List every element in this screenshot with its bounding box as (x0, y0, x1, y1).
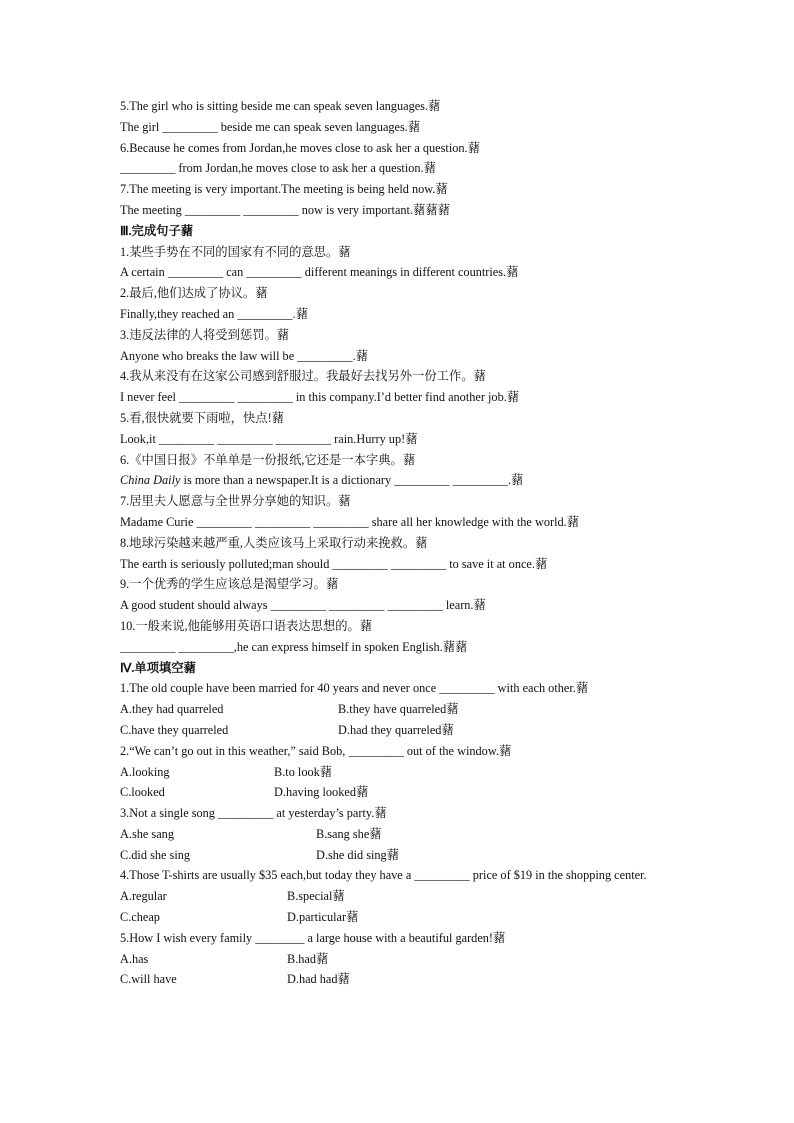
question-line: 7.居里夫人愿意与全世界分享她的知识。藸 (120, 494, 351, 509)
answer-line: The earth is seriously polluted;man should _________ _________ to save it at once.藸 (120, 556, 548, 571)
answer-line: Madame Curie _________ _________ _________ share all her knowledge with the world.藸 (120, 514, 580, 529)
answer-line: Finally,they reached an _________.藸 (120, 306, 309, 321)
answer-line: The meeting _________ _________ now is very important.藸藸藸 (120, 202, 450, 217)
answer-line: The girl _________ beside me can speak seven languages.藸 (120, 119, 421, 134)
option-row (120, 886, 676, 907)
option-c: C.will have (120, 972, 177, 987)
italic-title: China Daily (120, 473, 181, 488)
mc-question: 4.Those T-shirts are usually $35 each,but today they have a _________ price of $19 in the shopping center. (120, 868, 647, 883)
option-d: D.had had藸 (287, 972, 350, 987)
option-c: C.did she sing (120, 847, 191, 862)
option-a: A.they had quarreled (120, 702, 224, 717)
question-line: 6.《中国日报》不单单是一份报纸,它还是一本字典。藸 (120, 452, 416, 467)
option-a: A.has (120, 951, 149, 966)
option-row (120, 845, 676, 866)
option-b: B.sang she藸 (316, 826, 382, 841)
document-content (120, 96, 676, 990)
question-line: 5.The girl who is sitting beside me can speak seven languages.藸 (120, 99, 441, 113)
option-c: C.looked (120, 785, 165, 800)
option-c: C.have they quarreled (120, 722, 229, 737)
option-d: D.particular藸 (287, 910, 359, 925)
answer-line (120, 470, 676, 491)
answer-text: is more than a newspaper.It is a dictionary _________ _________.藸 (180, 473, 524, 488)
section-heading-4: Ⅳ.单项填空藸 (120, 660, 196, 675)
answer-line: A certain _________ can _________ different meanings in different countries.藸 (120, 265, 519, 280)
question-line: 9.一个优秀的学生应该总是渴望学习。藸 (120, 577, 339, 592)
option-row (120, 907, 676, 928)
option-a: A.she sang (120, 826, 174, 841)
question-line: 3.违反法律的人将受到惩罚。藸 (120, 327, 290, 342)
option-d: D.having looked藸 (274, 785, 369, 800)
option-b: B.they have quarreled藸 (338, 702, 459, 717)
question-line: 4.我从来没有在这家公司感到舒服过。我最好去找另外一份工作。藸 (120, 369, 486, 384)
option-d: D.she did sing藸 (316, 847, 400, 862)
question-line: 5.看,很快就要下雨啦，快点!藸 (120, 410, 284, 425)
option-b: B.to look藸 (274, 764, 333, 779)
option-b: B.special藸 (287, 889, 345, 904)
option-row (120, 762, 676, 783)
option-row (120, 782, 676, 803)
mc-question: 1.The old couple have been married for 40 years and never once _________ with each other.藸 (120, 681, 589, 696)
answer-line: Anyone who breaks the law will be _________.藸 (120, 348, 368, 363)
answer-line: _________ _________,he can express himself in spoken English.藸藸 (120, 639, 468, 654)
question-line: 8.地球污染越来越严重,人类应该马上采取行动来挽救。藸 (120, 535, 428, 550)
question-line: 6.Because he comes from Jordan,he moves close to ask her a question.藸 (120, 140, 480, 155)
question-line: 1.某些手势在不同的国家有不同的意思。藸 (120, 244, 351, 259)
option-b: B.had藸 (287, 951, 329, 966)
option-row (120, 969, 676, 990)
mc-question: 3.Not a single song _________ at yesterday’s party.藸 (120, 806, 387, 821)
answer-line: I never feel _________ _________ in this company.I’d better find another job.藸 (120, 390, 520, 405)
option-row (120, 699, 676, 720)
mc-question: 5.How I wish every family ________ a large house with a beautiful garden!藸 (120, 930, 506, 945)
answer-line: A good student should always _________ _________ _________ learn.藸 (120, 598, 486, 613)
option-a: A.looking (120, 764, 170, 779)
section-heading-3: Ⅲ.完成句子藸 (120, 223, 194, 238)
option-a: A.regular (120, 889, 167, 904)
option-row (120, 949, 676, 970)
option-d: D.had they quarreled藸 (338, 722, 454, 737)
question-line: 7.The meeting is very important.The meeting is being held now.藸 (120, 182, 448, 197)
option-c: C.cheap (120, 910, 160, 925)
answer-line: _________ from Jordan,he moves close to ask her a question.藸 (120, 161, 436, 176)
mc-question: 2.“We can’t go out in this weather,” said Bob, _________ out of the window.藸 (120, 743, 512, 758)
question-line: 10.一般来说,他能够用英语口语表达思想的。藸 (120, 618, 373, 633)
question-line: 2.最后,他们达成了协议。藸 (120, 286, 268, 301)
option-row (120, 824, 676, 845)
answer-line: Look,it _________ _________ _________ rain.Hurry up!藸 (120, 431, 418, 446)
option-row (120, 720, 676, 741)
